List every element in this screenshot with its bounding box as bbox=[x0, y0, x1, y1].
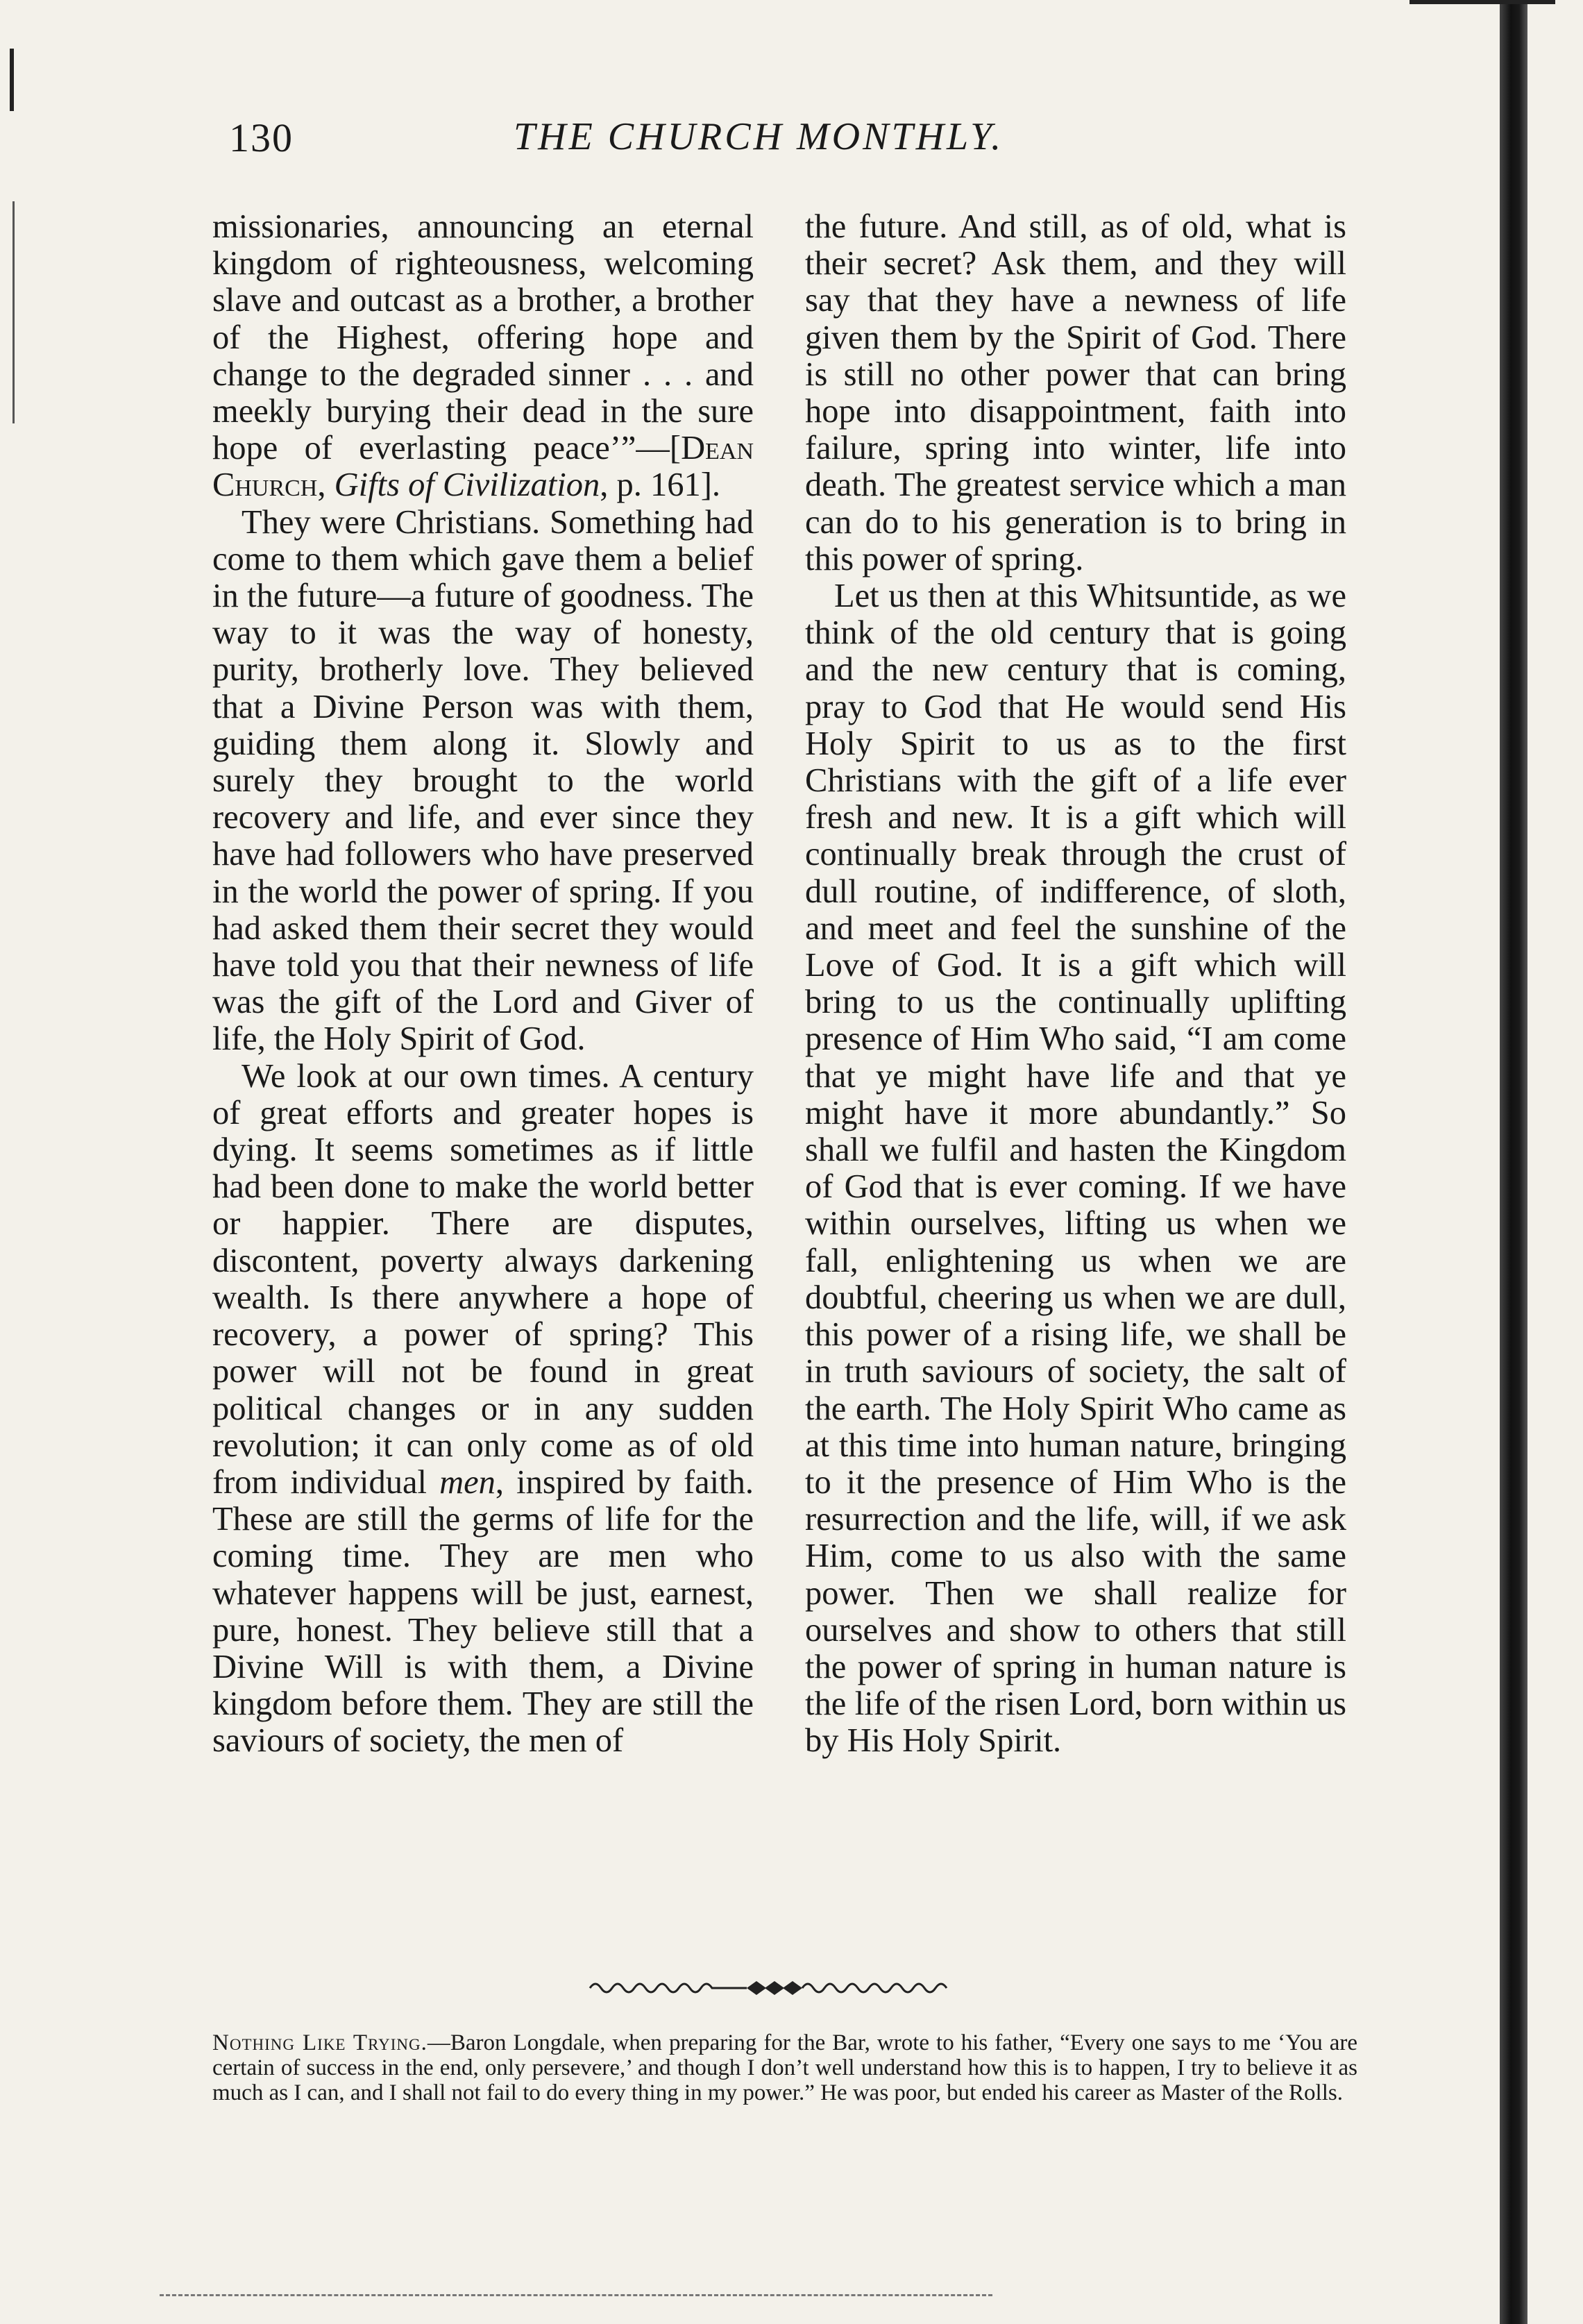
emphasis: men bbox=[439, 1463, 496, 1501]
paragraph-text: missionaries, announcing an eternal kingdom of righteousness, welcoming slave and outcast as a brother, a brother of the Highest, offering hope and change to the degraded sinner . . . and meekly burying their dead in the sure hope of everlasting peace’”—[ bbox=[212, 208, 754, 467]
page-corner-fold bbox=[1410, 0, 1555, 22]
left-column bbox=[212, 208, 754, 1760]
page-number: 130 bbox=[229, 115, 294, 160]
margin-mark bbox=[10, 49, 14, 111]
paragraph-text: We look at our own times. A century of great efforts and greater hopes is dying. It seems sometimes as if little had been done to make the world better or happier. There are disputes, discontent, poverty always darkening wealth. Is there anywhere a hope of recovery, a power of spring? This power will not be found in great political changes or in any sudden revolution; it can only come as of old from individual bbox=[212, 1057, 754, 1501]
citation-author: Dean Church bbox=[212, 430, 754, 504]
footnote-body: —Baron Longdale, when preparing for the Bar, wrote to his father, “Every one says to me ‘You are certain of success in the end, only persevere,’ and though I don’t well understand how this is to happen, I try to believe it as much as I can, and I shall not fail to do every thing in my power.” He was poor, but ended his career as Master of the Rolls. bbox=[212, 2030, 1358, 2105]
page-binding-edge bbox=[1500, 0, 1527, 2324]
paragraph: the future. And still, as of old, what is their secret? Ask them, and they will say that they have a newness of life given them by the Spirit of God. There is still no other power that can bring hope into disappointment, faith into failure, spring into winter, life into death. The greatest service which a man can do to his generation is to bring in this power of spring. bbox=[805, 208, 1346, 578]
bottom-scan-artifact bbox=[160, 2294, 992, 2299]
section-ornament bbox=[583, 1973, 972, 2001]
footnote bbox=[212, 2030, 1357, 2105]
margin-mark bbox=[12, 201, 15, 423]
paragraph-text: , inspired by faith. These are still the germs of life for the coming time. They are men who whatever happens will be just, earnest, pure, honest. They believe still that a Divine Will is with them, a Divine kingdom before them. They are still the saviours of society, the men of bbox=[212, 1463, 754, 1760]
paragraph bbox=[212, 1058, 754, 1760]
citation-work: Gifts of Civilization bbox=[334, 466, 600, 504]
paragraph: They were Christians. Something had come to them which gave them a belief in the future—a future of goodness. The way to it was the way of honesty, purity, brotherly love. They believed that a Divine Person was with them, guiding them along it. Slowly and surely they brought to the world recovery and life, and ever since they have had followers who have preserved in the world the power of spring. If you had asked them their secret they would have told you that their newness of life was the gift of the Lord and Giver of life, the Holy Spirit of God. bbox=[212, 503, 754, 1058]
paragraph bbox=[212, 208, 754, 504]
running-head bbox=[229, 115, 1221, 170]
footnote-title: Nothing Like Trying. bbox=[212, 2030, 428, 2055]
citation-separator: , bbox=[317, 466, 335, 504]
paragraph: Let us then at this Whitsuntide, as we think of the old century that is going and the new century that is coming, pray to God that He would send His Holy Spirit to us as to the first Christians with the gift of a life ever fresh and new. It is a gift which will continually break through the crust of dull routine, of indifference, of sloth, and meet and feel the sunshine of the Love of God. It is a gift which will bring to us the continually uplifting presence of Him Who said, “I am come that ye might have life and that ye might have it more abundantly.” So shall we fulfil and hasten the Kingdom of God that is ever coming. If we have within ourselves, lifting us when we fall, enlightening us when we are doubtful, cheering us when we are dull, this power of a rising life, we shall be in truth saviours of society, the salt of the earth. The Holy Spirit Who came as at this time into human nature, bringing to it the presence of Him Who is the resurrection and the life, will, if we ask Him, come to us also with the same power. Then we shall realize for ourselves and show to others that still the power of spring in human nature is the life of the risen Lord, born within us by His Holy Spirit. bbox=[805, 578, 1346, 1760]
journal-title: THE CHURCH MONTHLY. bbox=[514, 115, 1004, 158]
citation-page: , p. 161]. bbox=[600, 466, 721, 504]
right-column bbox=[805, 208, 1346, 1760]
